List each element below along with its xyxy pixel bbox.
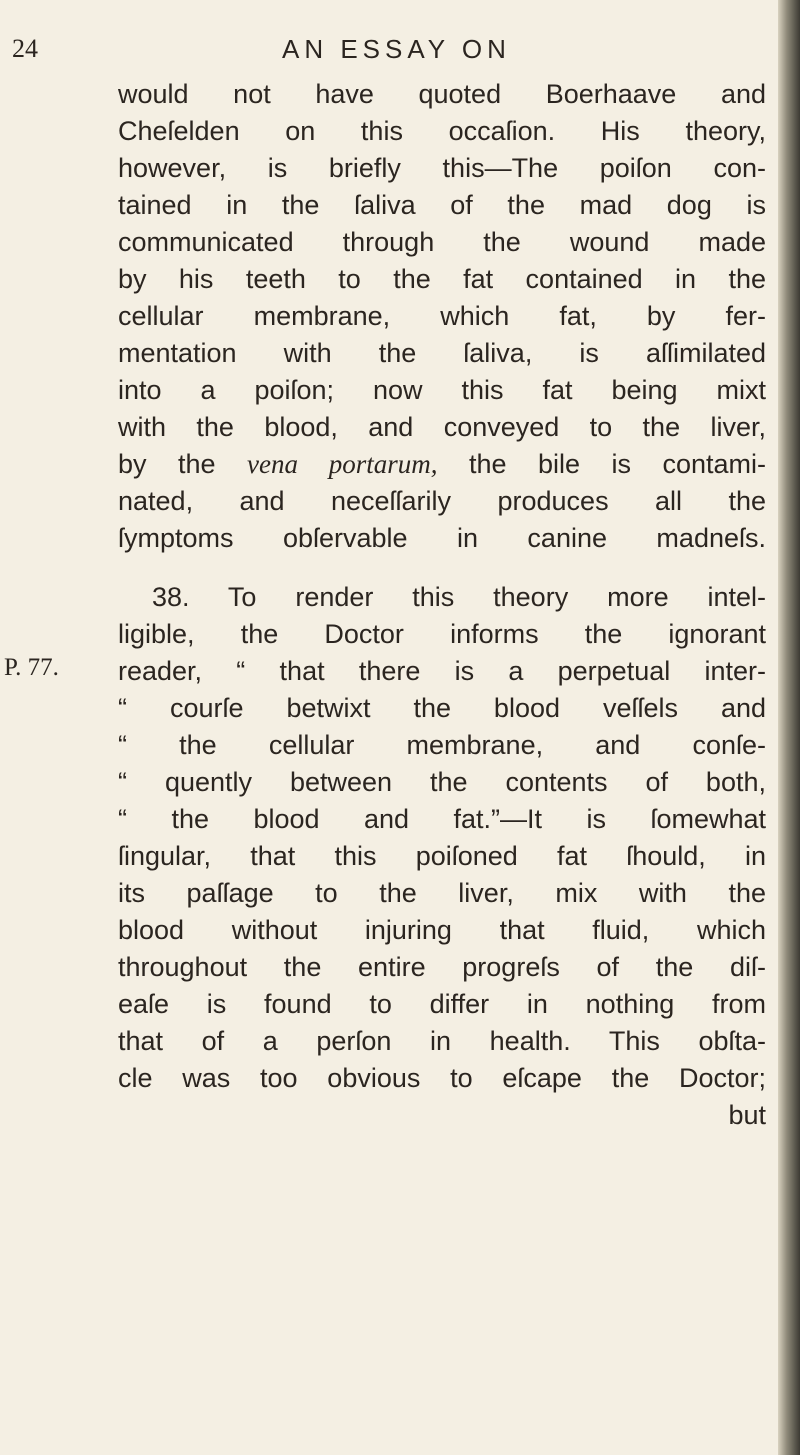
text-line: blood without injuring that fluid, which [118, 915, 766, 945]
book-binding-edge [778, 0, 800, 1455]
text-line: that of a perſon in health. This obſta- [118, 1026, 766, 1056]
text-line: nated, and neceſſarily produces all the [118, 486, 766, 516]
italic-term: vena portarum, [247, 449, 438, 479]
text-segment: the bile is contami- [437, 449, 766, 479]
text-line: Cheſelden on this occaſion. His theory, [118, 116, 766, 146]
text-line: into a poiſon; now this fat being mixt [118, 375, 766, 405]
text-line: by his teeth to the fat contained in the [118, 264, 766, 294]
text-line: eaſe is found to differ in nothing from [118, 989, 766, 1019]
text-line: communicated through the wound made [118, 227, 766, 257]
text-line: would not have quoted Boerhaave and [118, 79, 766, 109]
text-line: ſingular, that this poiſoned fat ſhould, in [118, 841, 766, 871]
margin-note: P. 77. [4, 654, 59, 681]
text-segment: by the [118, 449, 248, 479]
paragraph-start-line: 38. To render this theory more intel- [152, 582, 766, 612]
text-line: its paſſage to the liver, mix with the [118, 878, 766, 908]
text-line: “ the cellular membrane, and conſe- [118, 730, 766, 760]
text-line [118, 446, 766, 483]
text-line: “ courſe betwixt the blood veſſels and [118, 693, 766, 723]
page-number: 24 [12, 34, 38, 63]
text-line: “ the blood and fat.”—It is ſomewhat [118, 804, 766, 834]
text-line: ſymptoms obſervable in canine madneſs. [118, 523, 766, 553]
text-line: cellular membrane, which fat, by fer- [118, 301, 766, 331]
text-line: mentation with the ſaliva, is aſſimilated [118, 338, 766, 368]
text-line: throughout the entire progreſs of the diſ- [118, 952, 766, 982]
text-line: ligible, the Doctor informs the ignorant [118, 619, 766, 649]
text-line: tained in the ſaliva of the mad dog is [118, 190, 766, 220]
text-line: reader, “ that there is a perpetual inter- [118, 656, 766, 686]
body-text [118, 76, 766, 1134]
running-head: AN ESSAY ON [282, 34, 511, 64]
text-line: with the blood, and conveyed to the liver, [118, 412, 766, 442]
text-line: however, is briefly this—The poiſon con- [118, 153, 766, 183]
text-line: “ quently between the contents of both, [118, 767, 766, 797]
catchword: but [728, 1100, 766, 1130]
text-line: cle was too obvious to eſcape the Doctor; [118, 1063, 766, 1093]
